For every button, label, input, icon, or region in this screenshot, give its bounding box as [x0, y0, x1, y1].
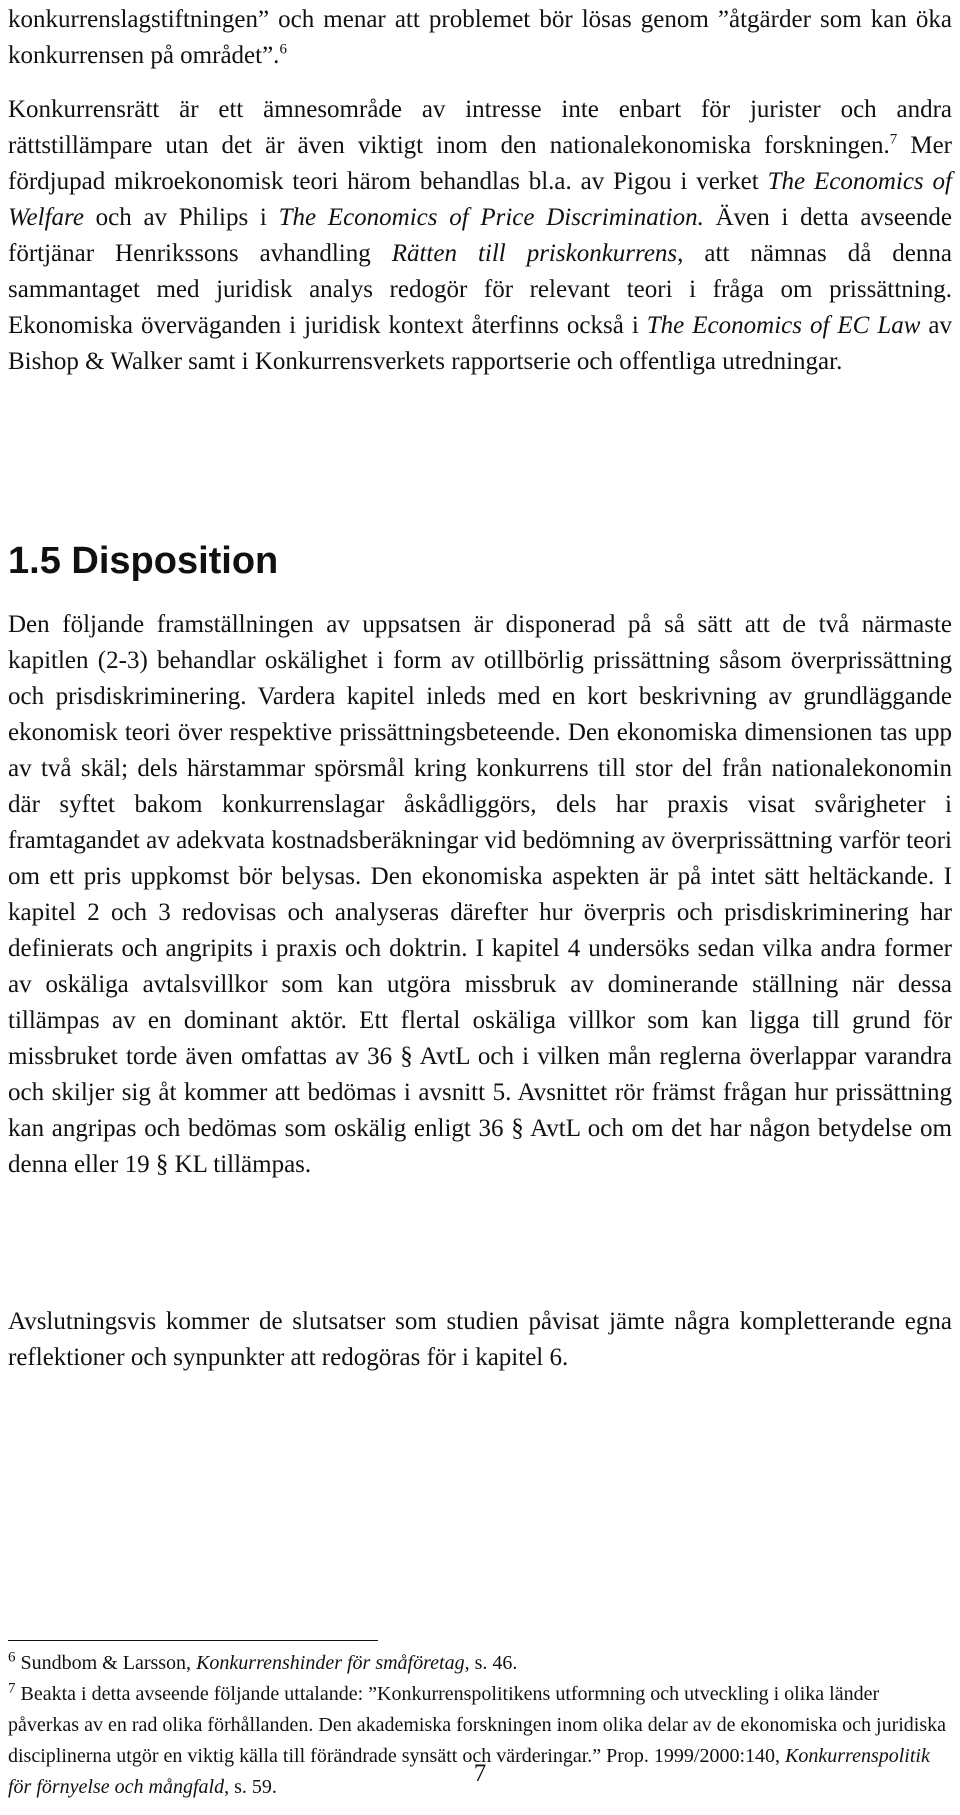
- footnote-text: Beakta i detta avseende följande uttalande: ”Konkurrenspolitikens utformning och utveckling i olika länder påverkas av en rad olika förhållanden. Den akademiska forskningen inom olika delar av de ekonomiska och juridiska disciplinerna utgör en viktig källa till förändrade synsätt och värderingar.” Prop. 1999/2000:140,: [8, 1683, 947, 1767]
- paragraph-text: av Bishop & Walker samt i Konkurrensverkets rapportserie och offentliga utredningar.: [8, 312, 952, 375]
- footnote-6: [8, 1648, 952, 1679]
- footnote-ref-7: 7: [889, 131, 898, 148]
- paragraph-disposition: Den följande framställningen av uppsatsen är disponerad på så sätt att de två närmaste kapitlen (2-3) behandlar oskälighet i form av otillbörlig prissättning såsom överprissättning och prisdiskriminering. Vardera kapitel inleds med en kort beskrivning av grundläggande ekonomisk teori över respektive prissättningsbeteende. Den ekonomiska dimensionen tas upp av två skäl; dels härstammar spörsmål kring konkurrens till stor del från nationalekonomin där syftet bakom konkurrenslagar åskådliggörs, dels har praxis visat svårigheter i framtagandet av adekvata kostnadsberäkningar vid bedömning av överprissättning varför teori om ett pris uppkomst bör belysas. Den ekonomiska aspekten är på intet sätt heltäckande. I kapitel 2 och 3 redovisas och analyseras därefter hur överpris och prisdiskriminering har definierats och angripits i praxis och doktrin. I kapitel 4 undersöks sedan vilka andra former av oskäliga avtalsvillkor som kan utgöra missbruk av dominerande ställning när dessa tillämpas av en dominant aktör. Ett flertal oskäliga villkor som kan ligga till grund för missbruket torde även omfattas av 36 § AvtL och i vilken mån reglerna överlappar varandra och skiljer sig åt kommer att bedömas i avsnitt 5. Avsnittet rör främst frågan hur prissättning kan angripas och bedömas som oskälig enligt 36 § AvtL och om det har någon betydelse om denna eller 19 § KL tillämpas.: [8, 611, 952, 1178]
- footnote-ref-6: 6: [279, 41, 287, 58]
- book-title: The Economics of Price Discrimination.: [278, 204, 704, 231]
- section-heading: 1.5 Disposition: [8, 540, 279, 582]
- footnote-number: 6: [8, 1649, 16, 1666]
- paragraph-text: Konkurrensrätt är ett ämnesområde av intresse inte enbart för jurister och andra rättstillämpare utan det är även viktigt inom den nationalekonomiska forskningen.: [8, 96, 952, 159]
- footnote-title: Konkurrenspolitik för förnyelse och mångfald: [8, 1745, 930, 1798]
- paragraph-text: och av Philips i: [83, 204, 279, 231]
- paragraph-text: Mer fördjupad mikroekonomisk teori härom behandlas bl.a. av Pigou i verket: [8, 132, 952, 195]
- footnote-text: , s. 59.: [224, 1776, 277, 1798]
- footnote-title: Konkurrenshinder för småföretag: [196, 1652, 465, 1674]
- paragraph-text: Även i detta avseende förtjänar Henrikssons avhandling: [8, 204, 952, 267]
- footnote-text: , s. 46.: [464, 1652, 518, 1674]
- book-title: The Economics of EC Law: [646, 312, 921, 339]
- paragraph-competition-law: [8, 92, 952, 380]
- footnote-divider: [8, 1640, 378, 1641]
- paragraph-text: konkurrenslagstiftningen” och menar att problemet bör lösas genom ”åtgärder som kan öka konkurrensen på området”.: [8, 6, 952, 69]
- footnote-text: Sundbom & Larsson,: [15, 1652, 197, 1674]
- paragraph-text: , att nämnas då denna sammantaget med juridisk analys redogör för relevant teori i fråga om prissättning. Ekonomiska överväganden i juridisk kontext återfinns också i: [8, 240, 952, 339]
- book-title: The Economics of Welfare: [8, 168, 952, 231]
- page-number: 7: [473, 1760, 487, 1787]
- book-title: Rätten till priskonkurrens: [391, 240, 678, 267]
- paragraph-conclusion: Avslutningsvis kommer de slutsatser som studien påvisat jämte några kompletterande egna reflektioner och synpunkter att redogöras för i kapitel 6.: [8, 1308, 952, 1371]
- footnote-number: 7: [8, 1680, 16, 1697]
- paragraph-intro-continuation: [8, 2, 952, 74]
